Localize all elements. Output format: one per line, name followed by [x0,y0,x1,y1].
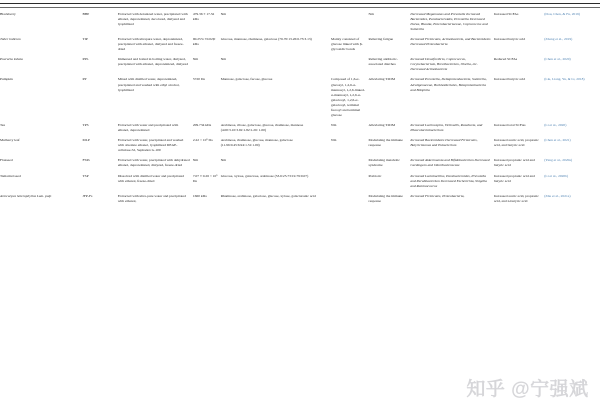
table-row [0,34,600,54]
table-row [0,75,600,120]
cell-microbiota: Increased Firmicutes, Actinobacteria, and Bacteroidetes Decreased Proteobacteria [410,36,491,46]
cell-linkage [331,191,369,206]
cell-abbreviation: TPS [82,122,89,127]
cell-molecular-weight: 5720 Da [192,77,205,82]
table-row [0,120,600,135]
cell-microbiota: Increased Akkermansia and Bifidobacterium Decreased Cardiogens and Odoribacteraceae [410,158,490,168]
cell-molecular-weight: 2.22 × 10⁵ Da [192,138,213,143]
cell-abbreviation: JFP-Fs [82,193,93,198]
cell-reference[interactable]: (Li et al., 2020b) [544,173,569,178]
cell-source: Mulberry leaf [0,138,20,143]
cell-monosaccharide: Rhamnose, arabinose, galactose, glucose, xylose, galacturonic acid [220,193,316,198]
cell-abbreviation: PP [82,77,87,82]
cell-source: Pumpkin [0,77,13,82]
cell-linkage [331,9,369,34]
cell-extraction: Extracted with water, precipitated and washed with absolute ethanol, lyophilized DEAE-cellulose-52, Sephadex G-100 [117,138,184,153]
table-row [0,171,600,191]
cell-monosaccharide: Nm [220,11,227,16]
cell-scfa: Increased butyric acid [493,36,526,41]
table-row [0,191,600,206]
cell-monosaccharide: Nm [220,158,227,163]
cell-extraction: Extracted with deionized water, precipitated with ethanol, deproteinized, decolored, dialyzed and lyophilized [117,11,188,26]
cell-reference[interactable]: (Chen et al., 2020) [544,57,571,62]
top-rule-thin [0,7,600,8]
cell-extraction: Extracted with water and precipitated with ethanol, deproteinized [117,122,179,132]
cell-source: Pueraria lobata [0,57,23,62]
cell-scfa: Increased propionic acid and butyric acid [493,158,535,168]
cell-abbreviation: TIP [82,36,88,41]
cell-monosaccharide: Glucose, mannose, rhamnose, galactose (76.70:13.26:6.73:3.13) [220,36,312,41]
cell-reference[interactable]: (Liu, Liang, Yu, & Li, 2018) [544,77,585,82]
cell-linkage [331,171,369,191]
cell-monosaccharide: Arabinose, rhamnose, glucose, mannose, galactose (11.96:0.45:6.94:1.31:1.00) [220,138,293,148]
cell-effect: Alleviating T2DM [368,77,395,82]
cell-abbreviation: BBP [82,11,90,16]
cell-reference[interactable]: (Yang et al., 2020a) [544,158,573,163]
cell-scfa: Increased acetic acid, propionic acid, and butyric acid [493,138,539,148]
cell-source: Tuber indicum [0,36,21,41]
cell-effect: Alleviating T2DM [368,122,395,127]
cell-microbiota: Increased Prevotella, Deltaproteobacteria, Sutterella, Alcaligenaceae, Burkholderiales, Betaproteobacteria and Bilophila [410,77,487,92]
cell-scfa: Increased total SCFAs [493,122,526,127]
cell-molecular-weight: Nm [192,57,199,62]
cell-reference[interactable]: (Zhang et al., 2019) [544,36,573,41]
cell-extraction: Extracted with ultra-pure water and precipitated with ethanol, [117,193,186,203]
cell-effect: Nm [368,11,374,16]
cell-scfa: Increased SCFAs [493,11,519,16]
cell-reference[interactable]: (Li et al., 2020) [544,122,567,127]
cell-microbiota: Increased Bacteroidetes Decreased Firmicutes, Butyricimonas and Eubacterium [410,138,478,148]
table-row [0,156,600,171]
table-row [0,55,600,75]
cell-linkage: Nm [331,138,337,143]
cell-linkage [331,55,369,75]
cell-extraction: Immersed and boiled in boiling water, dialyzed, precipitated with ethanol, deproteinized, dialyzed [117,57,188,67]
cell-reference[interactable]: (Dou, Chen, & Fu, 2019) [544,11,580,16]
cell-molecular-weight: 209.734 kDa [192,122,212,127]
cell-linkage: Nm [331,122,337,127]
cell-source: Blackberry [0,11,16,16]
cell-extraction: Dissolved with distilled water and precipitated with ethanol, freeze-dried [117,173,184,183]
cell-microbiota: Increased Lactobacillus, Parabacteroides, Prevotella and Parabbacterium Decreased Escherichia, Shigella and Ruminococcus [410,173,487,188]
cell-abbreviation: MLP [82,138,90,143]
top-rule-thick [0,3,600,4]
cell-monosaccharide: Mannose, galactose, fucose, glucose [220,77,273,82]
cell-abbreviation: FSPs [82,158,90,163]
cell-linkage [331,156,369,171]
cell-effect: Modulating metabolic syndrome [368,158,400,168]
table-row [0,9,600,34]
watermark: 知乎 @宁强斌 [466,378,589,400]
cell-molecular-weight: 90.25% ±0.02|0 kDa [192,36,216,46]
cell-effect: Modulating the immune response [368,193,403,203]
cell-monosaccharide: Glucose, xylose, galactose, arabinose (53.6:25.73:19.79:0.07) [220,173,309,178]
cell-source: Tamarind seed [0,173,21,178]
cell-extraction: Extracted with ultrapure water, deproteinized, precipitated with ethanol, dialyzed and freeze-dried [117,36,184,51]
cell-microbiota: Decreased Megamonas and Prevotella Increased Bacteroides, Parabacteroides, Prevotella Decreased Dorea, Blautia, Enterobacteriaceae, Coprococcus and Sutterella [410,11,488,31]
cell-scfa: Increased acetic acid, propionic acid, and n-butyric acid [493,193,539,203]
cell-linkage: Composed of 1,6-α-glucosyl, 1,2,6-α-mannosyl, 1,2,6-linked-α-mannosyl, 1,2,6-α-galactosyl, 1,2,6-α-galactosyl, terminal fucosyl and terminal glucose [331,77,365,117]
cell-microbiota: Increased Lachnospira, Victivallis, Roseburia, and Phascolarctobacterium [410,122,483,132]
cell-reference[interactable]: (Zhu et al., 2021a) [544,193,571,198]
polysaccharide-table [0,9,600,207]
cell-monosaccharide: Nm [220,57,227,62]
cell-linkage: Mainly consisted of glucose linked with β-glycosidic bonds [331,36,363,51]
cell-molecular-weight: 7.07 ± 0.26 × 10⁵ Da [192,173,218,183]
cell-effect: Relieving antibiotic-associated diarrhea [368,57,398,67]
cell-molecular-weight: 479.36 ± 17.32 kDa [192,11,215,21]
cell-scfa: Increased butyric acid [493,77,526,82]
cell-source: Tea [0,122,6,127]
cell-scfa: Increased propionic acid and butyric acid [493,173,535,183]
cell-effect: Prebiotic [368,173,382,178]
cell-source: Flaxseed [0,158,13,163]
cell-extraction: Extracted with water, precipitated with dehydrated ethanol, deproteinized, dialyzed, freeze-dried [117,158,190,168]
cell-scfa: Reduced SCFAs [493,57,518,62]
cell-extraction: Mixed with distilled water, deproteinized, precipitated and washed with ethyl alcohol, lyophilized [117,77,180,92]
cell-monosaccharide: Arabinose, ribose, galactose, glucose, rhamnose, mannose (4.00:3.10:3.92:1.82:1.26: 1.00) [220,122,304,132]
cell-microbiota: Increased Firmicutes, Proteobacteria, [410,193,465,198]
cell-abbreviation: TSP [82,173,89,178]
cell-molecular-weight: 1660 kDa [192,193,207,198]
cell-microbiota: Increased Desulfovibrio, Coprococcus, Corynebacterium, Brevibacterium, Olsella, etc. Decreased Actinobacteria [410,57,478,72]
cell-abbreviation: PPL [82,57,89,62]
cell-source: Artocarpus heterophyllus Lam. pulp [0,193,52,198]
cell-reference[interactable]: (Chen et al., 2021) [544,138,571,143]
cell-molecular-weight: Nm [192,158,199,163]
cell-effect: Relieving fatigue [368,36,394,41]
table-row [0,136,600,156]
cell-effect: Modulating the immune response [368,138,403,148]
